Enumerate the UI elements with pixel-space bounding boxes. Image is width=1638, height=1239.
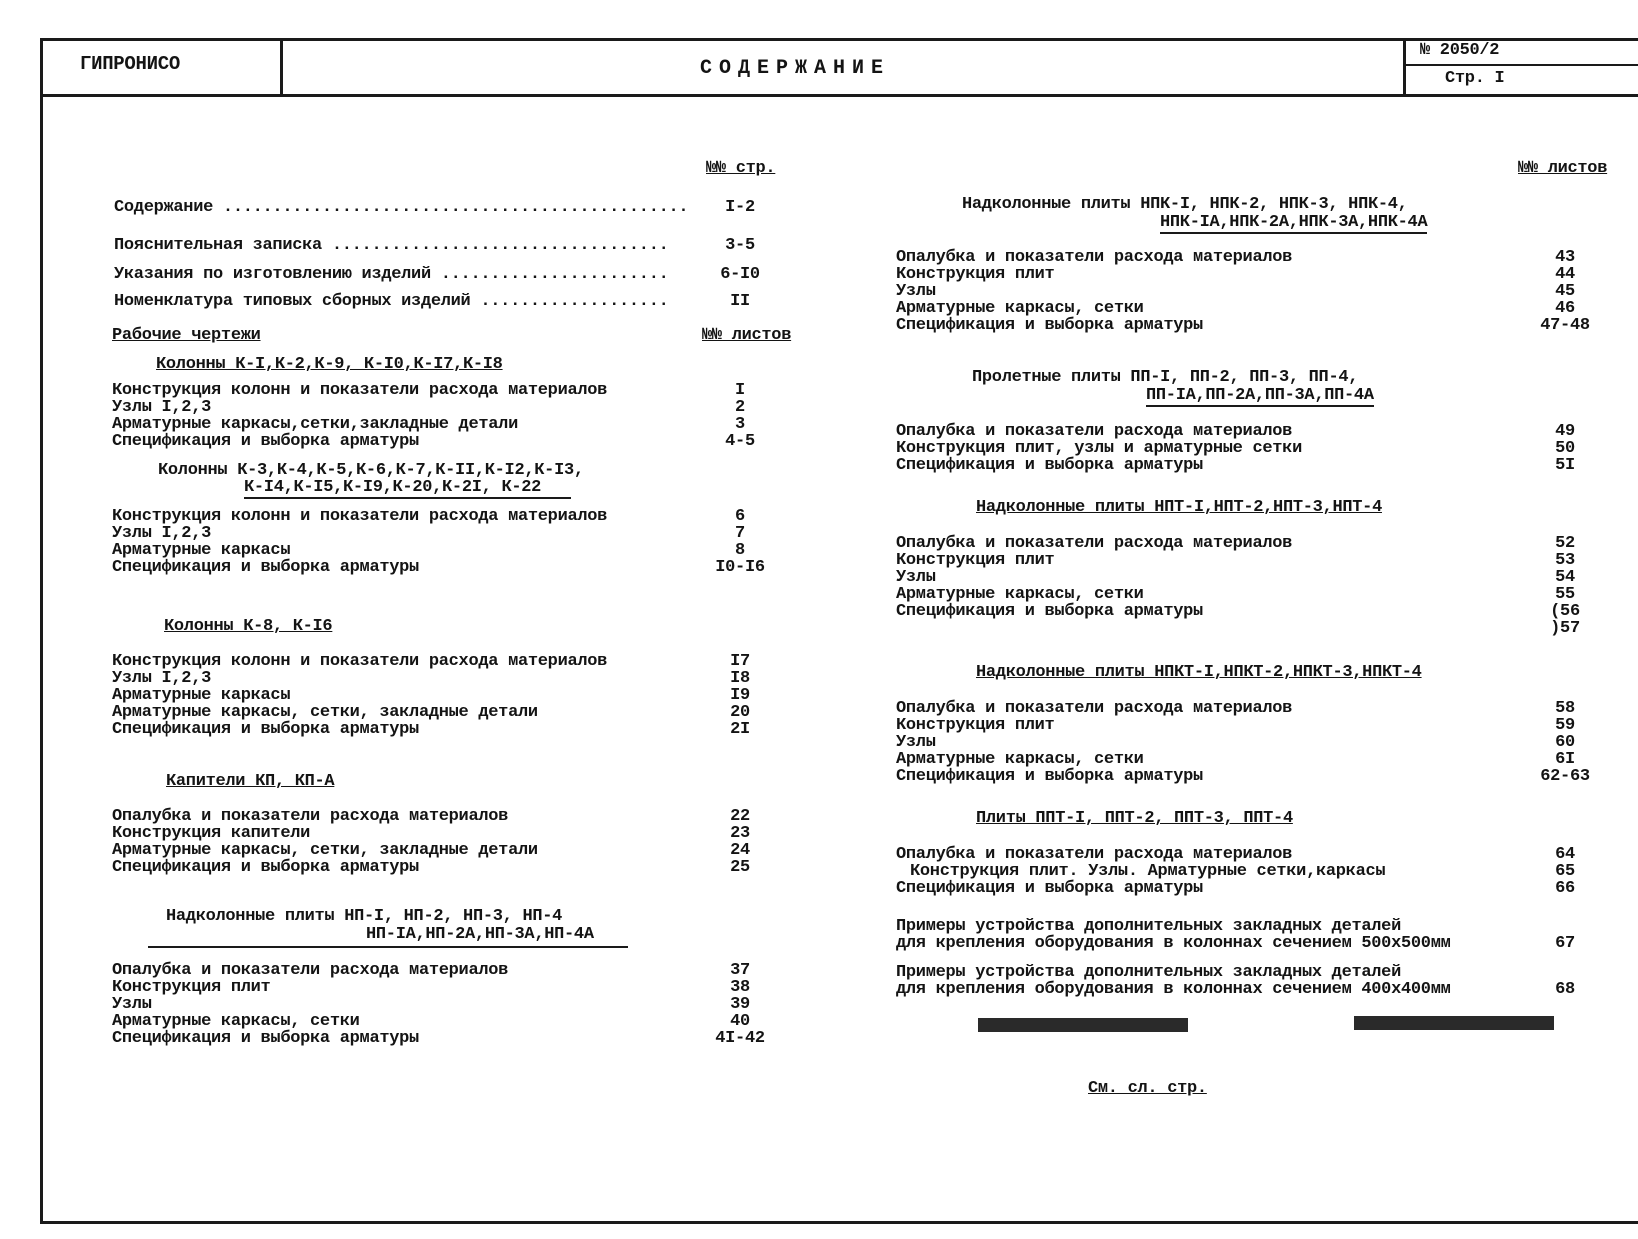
- toc-sheet: 62-63: [1540, 767, 1590, 786]
- toc-sheet: 65: [1555, 862, 1575, 881]
- toc-label-continued: для крепления оборудования в колоннах сечением 500х500мм: [896, 934, 1451, 953]
- toc-sheet: 25: [730, 858, 750, 877]
- toc-sheet: 24: [730, 841, 750, 860]
- toc-label: Спецификация и выборка арматуры: [112, 558, 419, 577]
- toc-sheet: 7: [735, 524, 745, 543]
- page-number: Стр. I: [1445, 69, 1505, 88]
- section-heading: Рабочие чертежи: [112, 326, 261, 345]
- toc-sheet: 39: [730, 995, 750, 1014]
- title-block-divider-mid: [1403, 64, 1638, 66]
- toc-label: Арматурные каркасы, сетки: [896, 299, 1144, 318]
- toc-sheet: 8: [735, 541, 745, 560]
- toc-sheet: 6: [735, 507, 745, 526]
- toc-sheet: 50: [1555, 439, 1575, 458]
- toc-sheet: 53: [1555, 551, 1575, 570]
- toc-label: Спецификация и выборка арматуры: [112, 858, 419, 877]
- toc-page: I-2: [725, 198, 755, 217]
- toc-label: Конструкция плит: [896, 265, 1055, 284]
- toc-label: Узлы: [896, 733, 936, 752]
- toc-sheet: 6I: [1555, 750, 1575, 769]
- page-title: СОДЕРЖАНИЕ: [700, 57, 891, 80]
- toc-sheet: 40: [730, 1012, 750, 1031]
- toc-label-continued: для крепления оборудования в колоннах сечением 400х400мм: [896, 980, 1451, 999]
- toc-label: Спецификация и выборка арматуры: [896, 602, 1203, 621]
- toc-sheet: )57: [1550, 619, 1580, 638]
- toc-label: Арматурные каркасы: [112, 541, 291, 560]
- toc-label: Спецификация и выборка арматуры: [896, 456, 1203, 475]
- toc-label: Опалубка и показатели расхода материалов: [896, 699, 1293, 718]
- toc-label: Спецификация и выборка арматуры: [896, 767, 1203, 786]
- toc-sheet: 60: [1555, 733, 1575, 752]
- group-title-continued: ПП-IА,ПП-2А,ПП-3А,ПП-4А: [1146, 386, 1374, 405]
- toc-sheet: 20: [730, 703, 750, 722]
- group-title-rule: [148, 946, 628, 948]
- toc-sheet: 68: [1555, 980, 1575, 999]
- toc-sheet: I0-I6: [715, 558, 765, 577]
- toc-page: 6-I0: [720, 265, 760, 284]
- toc-sheet: 64: [1555, 845, 1575, 864]
- toc-page: II: [730, 292, 750, 311]
- toc-label: Опалубка и показатели расхода материалов: [896, 422, 1293, 441]
- toc-label: Опалубка и показатели расхода материалов: [896, 534, 1293, 553]
- toc-label: Конструкция плит. Узлы. Арматурные сетки,каркасы: [910, 862, 1386, 881]
- toc-sheet: I7: [730, 652, 750, 671]
- organization-name: ГИПРОНИСО: [80, 53, 180, 75]
- right-col-head-sheets: №№ листов: [1518, 159, 1608, 178]
- toc-label: Узлы: [896, 568, 936, 587]
- redaction-bar: [1354, 1016, 1554, 1030]
- toc-label: Примеры устройства дополнительных закладных деталей: [896, 963, 1401, 982]
- toc-label: Узлы I,2,3: [112, 398, 212, 417]
- redaction-bar: [978, 1018, 1188, 1032]
- group-title: Капители КП, КП-А: [166, 772, 335, 791]
- toc-sheet: 23: [730, 824, 750, 843]
- toc-label: Пояснительная записка ..................................: [114, 236, 669, 255]
- toc-sheet: I9: [730, 686, 750, 705]
- toc-sheet: 4-5: [725, 432, 755, 451]
- toc-label: Арматурные каркасы, сетки: [896, 750, 1144, 769]
- document-number: № 2050/2: [1420, 41, 1500, 60]
- group-title: Колонны К-8, К-I6: [164, 617, 333, 636]
- toc-sheet: I8: [730, 669, 750, 688]
- left-col-head-pages: №№ стр.: [706, 159, 776, 178]
- toc-sheet: 44: [1555, 265, 1575, 284]
- toc-sheet: 54: [1555, 568, 1575, 587]
- group-title-continued: НП-IА,НП-2А,НП-3А,НП-4А: [366, 925, 594, 944]
- toc-label: Спецификация и выборка арматуры: [112, 720, 419, 739]
- toc-sheet: 4I-42: [715, 1029, 765, 1048]
- toc-label: Конструкция колонн и показатели расхода материалов: [112, 507, 608, 526]
- toc-label: Узлы I,2,3: [112, 524, 212, 543]
- toc-label: Конструкция плит: [896, 551, 1055, 570]
- toc-label: Узлы I,2,3: [112, 669, 212, 688]
- group-title: Пролетные плиты ПП-I, ПП-2, ПП-3, ПП-4,: [972, 368, 1359, 387]
- toc-label: Указания по изготовлению изделий .......................: [114, 265, 669, 284]
- group-title: Колонны К-I,К-2,К-9, К-I0,К-I7,К-I8: [156, 355, 503, 374]
- toc-sheet: 2I: [730, 720, 750, 739]
- toc-label: Конструкция плит: [896, 716, 1055, 735]
- toc-sheet: 3: [735, 415, 745, 434]
- group-title-continued: НПК-IА,НПК-2А,НПК-3А,НПК-4А: [1160, 213, 1428, 232]
- toc-label: Опалубка и показатели расхода материалов: [112, 807, 509, 826]
- toc-label: Спецификация и выборка арматуры: [896, 316, 1203, 335]
- toc-sheet: (56: [1550, 602, 1580, 621]
- toc-label: Спецификация и выборка арматуры: [112, 432, 419, 451]
- toc-label: Опалубка и показатели расхода материалов: [896, 248, 1293, 267]
- toc-sheet: I: [735, 381, 745, 400]
- toc-sheet: 58: [1555, 699, 1575, 718]
- toc-sheet: 43: [1555, 248, 1575, 267]
- group-title: Надколонные плиты НПКТ-I,НПКТ-2,НПКТ-3,НПКТ-4: [976, 663, 1422, 682]
- toc-label: Арматурные каркасы, сетки: [896, 585, 1144, 604]
- toc-label: Конструкция капители: [112, 824, 311, 843]
- group-title: Надколонные плиты НП-I, НП-2, НП-3, НП-4: [166, 907, 563, 926]
- toc-label: Узлы: [896, 282, 936, 301]
- toc-sheet: 2: [735, 398, 745, 417]
- toc-sheet: 5I: [1555, 456, 1575, 475]
- toc-sheet: 45: [1555, 282, 1575, 301]
- toc-label: Конструкция плит, узлы и арматурные сетки: [896, 439, 1302, 458]
- toc-label: Арматурные каркасы,сетки,закладные детали: [112, 415, 518, 434]
- toc-label: Конструкция плит: [112, 978, 271, 997]
- toc-label: Спецификация и выборка арматуры: [112, 1029, 419, 1048]
- toc-sheet: 67: [1555, 934, 1575, 953]
- toc-label: Арматурные каркасы, сетки, закладные детали: [112, 703, 538, 722]
- toc-label: Конструкция колонн и показатели расхода материалов: [112, 652, 608, 671]
- toc-sheet: 47-48: [1540, 316, 1590, 335]
- toc-label: Примеры устройства дополнительных закладных деталей: [896, 917, 1401, 936]
- toc-label: Номенклатура типовых сборных изделий ...................: [114, 292, 669, 311]
- toc-sheet: 22: [730, 807, 750, 826]
- title-block-divider-right: [1403, 38, 1406, 96]
- toc-sheet: 49: [1555, 422, 1575, 441]
- toc-page: 3-5: [725, 236, 755, 255]
- toc-label: Спецификация и выборка арматуры: [896, 879, 1203, 898]
- group-title: Колонны К-3,К-4,К-5,К-6,К-7,К-II,К-I2,К-I3,: [158, 461, 584, 480]
- continued-note: См. сл. стр.: [1088, 1079, 1207, 1098]
- toc-sheet: 66: [1555, 879, 1575, 898]
- group-title: Плиты ППТ-I, ППТ-2, ППТ-3, ППТ-4: [976, 809, 1293, 828]
- toc-label: Опалубка и показатели расхода материалов: [896, 845, 1293, 864]
- group-title-continued: К-I4,К-I5,К-I9,К-20,К-2I, К-22: [244, 479, 571, 499]
- toc-label: Опалубка и показатели расхода материалов: [112, 961, 509, 980]
- toc-label: Арматурные каркасы: [112, 686, 291, 705]
- toc-sheet: 37: [730, 961, 750, 980]
- toc-sheet: 46: [1555, 299, 1575, 318]
- title-block-divider-left: [280, 38, 283, 96]
- toc-label: Узлы: [112, 995, 152, 1014]
- toc-sheet: 55: [1555, 585, 1575, 604]
- group-title: Надколонные плиты НПТ-I,НПТ-2,НПТ-3,НПТ-4: [976, 498, 1382, 517]
- toc-label: Арматурные каркасы, сетки, закладные детали: [112, 841, 538, 860]
- toc-sheet: 38: [730, 978, 750, 997]
- toc-label: Конструкция колонн и показатели расхода материалов: [112, 381, 608, 400]
- toc-label: Арматурные каркасы, сетки: [112, 1012, 360, 1031]
- group-title: Надколонные плиты НПК-I, НПК-2, НПК-3, НПК-4,: [962, 195, 1408, 214]
- left-col-head-sheets: №№ листов: [702, 326, 792, 345]
- toc-sheet: 59: [1555, 716, 1575, 735]
- toc-sheet: 52: [1555, 534, 1575, 553]
- toc-label: Содержание ...............................................: [114, 198, 689, 217]
